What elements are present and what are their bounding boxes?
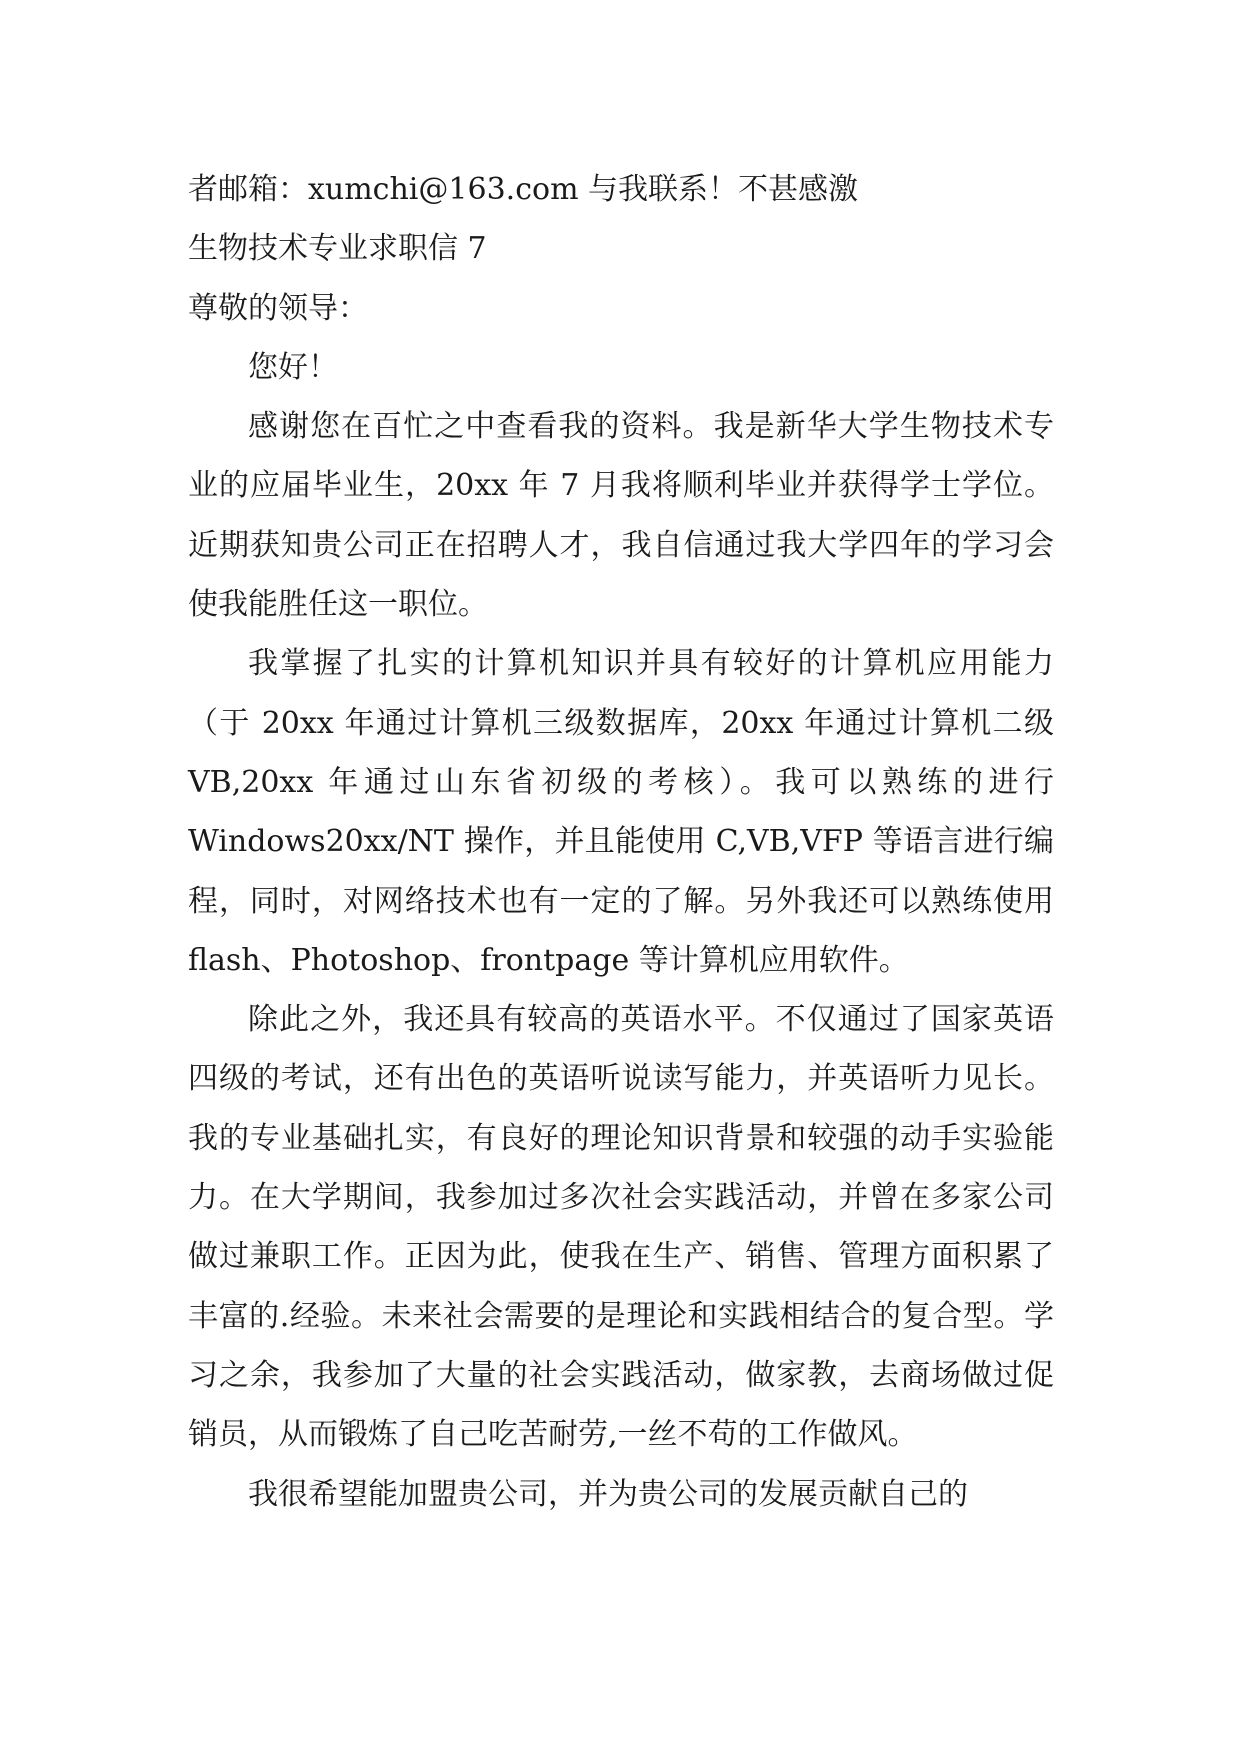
paragraph-closing: 我很希望能加盟贵公司，并为贵公司的发展贡献自己的 xyxy=(248,1476,968,1512)
paragraph-intro: 感谢您在百忙之中查看我的资料。我是新华大学生物技术专业的应届毕业生，20xx 年 7 月我将顺利毕业并获得学士学位。近期获知贵公司正在招聘人才，我自信通过我大学四年的学习会使我能胜任这一职位。 xyxy=(188,409,1054,623)
paragraph-english-and-practice: 除此之外，我还具有较高的英语水平。不仅通过了国家英语四级的考试，还有出色的英语听说读写能力，并英语听力见长。我的专业基础扎实，有良好的理论知识背景和较强的动手实验能力。在大学期间，我参加过多次社会实践活动，并曾在多家公司做过兼职工作。正因为此，使我在生产、销售、管理方面积累了丰富的.经验。未来社会需要的是理论和实践相结合的复合型。学习之余，我参加了大量的社会实践活动，做家教，去商场做过促销员，从而锻炼了自己吃苦耐劳,一丝不苟的工作做风。 xyxy=(188,1002,1054,1453)
contact-line: 者邮箱：xumchi@163.com 与我联系！不甚感激 xyxy=(188,172,859,207)
paragraph-computer-skills: 我掌握了扎实的计算机知识并具有较好的计算机应用能力（于 20xx 年通过计算机三级数据库，20xx 年通过计算机二级 VB,20xx 年通过山东省初级的考核）。我可以熟练的进行 Windows20xx/NT 操作，并且能使用 C,VB,VFP 等语言进行编程，同时，对网络技术也有一定的了解。另外我还可以熟练使用 flash、Photoshop、frontpage 等计算机应用软件。 xyxy=(188,646,1054,978)
greeting: 您好！ xyxy=(248,349,338,385)
letter-title: 生物技术专业求职信 7 xyxy=(188,231,487,267)
letter-body xyxy=(188,160,1054,1524)
salutation: 尊敬的领导： xyxy=(188,290,368,326)
